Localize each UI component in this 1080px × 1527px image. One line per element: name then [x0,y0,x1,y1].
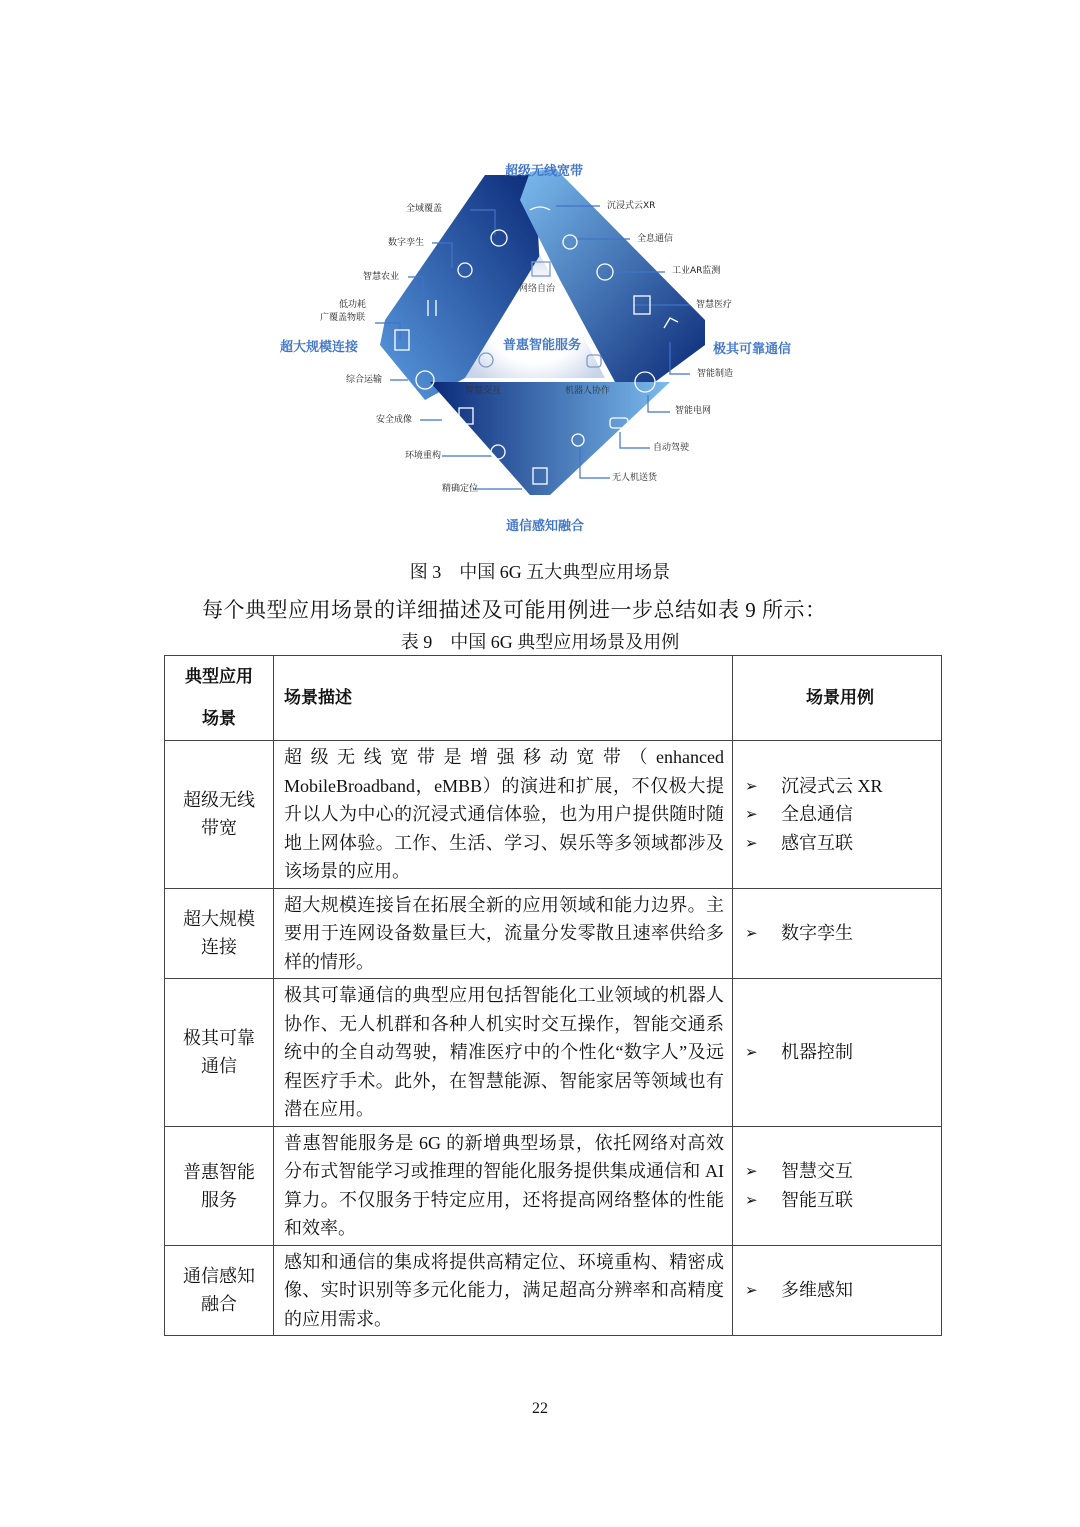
label-smart-interaction: 智慧交互 [465,386,502,396]
label-smart-manufacturing: 智能制造 [697,369,734,379]
label-low-power: 低功耗 [339,300,367,310]
table-row [165,1245,942,1336]
use-case-item: ➢ 沉浸式云 XR [745,772,935,801]
arrow-bullet-icon: ➢ [745,776,758,795]
label-global-coverage: 全域覆盖 [406,204,443,214]
description-cell: 极其可靠通信的典型应用包括智能化工业领域的机器人协作、无人机群和各种人机实时交互操作，智能交通系统中的全自动驾驶，精准医疗中的个性化“数字人”及远程医疗手术。此外，在智慧能源、智能家居等领域也有潜在应用。 [274,979,733,1127]
label-industrial-ar: 工业AR监测 [672,266,721,276]
category-top: 超级无线宽带 [505,164,584,179]
scenarios-table [164,655,942,1336]
table-row [165,741,942,889]
label-precise-positioning: 精确定位 [442,484,479,494]
arrow-bullet-icon: ➢ [745,1190,758,1209]
use-case-item: ➢ 智能互联 [745,1186,935,1215]
arrow-bullet-icon: ➢ [745,1281,758,1299]
label-smart-grid: 智能电网 [675,406,712,416]
header-description: 场景描述 [274,656,733,741]
label-holographic-comm: 全息通信 [637,234,674,244]
table-row [165,888,942,979]
label-robot-collaboration: 机器人协作 [565,386,611,396]
label-network-autonomy: 网络自治 [519,284,556,294]
description-cell: 超级无线宽带是增强移动宽带（enhanced MobileBroadband，eMBB）的演进和扩展，不仅极大提升以人为中心的沉浸式通信体验，也为用户提供随时随地上网体验。工作、生活、学习、娱乐等多领域都涉及该场景的应用。 [274,741,733,889]
label-smart-healthcare: 智慧医疗 [696,300,733,310]
category-left: 超大规模连接 [280,340,359,355]
use-cases-cell [733,1126,942,1245]
scenario-cell: 普惠智能 服务 [165,1126,274,1245]
description-cell: 感知和通信的集成将提供高精定位、环境重构、精密成像、实时识别等多元化能力，满足超高分辨率和高精度的应用需求。 [274,1245,733,1336]
scenario-cell: 超级无线 带宽 [165,741,274,889]
scenario-cell: 通信感知 融合 [165,1245,274,1336]
scenario-cell: 超大规模 连接 [165,888,274,979]
use-case-item: ➢ 全息通信 [745,800,935,829]
category-right: 极其可靠通信 [713,342,792,357]
table-row [165,1126,942,1245]
label-smart-agriculture: 智慧农业 [363,272,400,282]
arrow-bullet-icon: ➢ [745,833,758,852]
arrow-bullet-icon: ➢ [745,1043,758,1061]
label-wide-coverage-iot: 广覆盖物联 [320,313,366,323]
table-row [165,979,942,1127]
scenario-cell: 极其可靠 通信 [165,979,274,1127]
use-case-item: ➢ 感官互联 [745,829,935,858]
label-drone-delivery: 无人机送货 [612,473,658,483]
label-immersive-xr: 沉浸式云XR [607,201,656,211]
category-bottom: 通信感知融合 [506,519,585,534]
header-scenario: 典型应用 场景 [165,656,274,741]
6g-scenarios-diagram [260,150,820,540]
use-case-item: ➢ 多维感知 [745,1276,935,1305]
label-environment-reconstruction: 环境重构 [405,451,442,461]
label-digital-twin: 数字孪生 [388,238,425,248]
label-autonomous-driving: 自动驾驶 [653,443,690,453]
description-cell: 超大规模连接旨在拓展全新的应用领域和能力边界。主要用于连网设备数量巨大，流量分发零散且速率供给多样的情形。 [274,888,733,979]
description-cell: 普惠智能服务是 6G 的新增典型场景，依托网络对高效分布式智能学习或推理的智能化服务提供集成通信和 AI 算力。不仅服务于特定应用，还将提高网络整体的性能和效率。 [274,1126,733,1245]
category-center: 普惠智能服务 [503,338,582,353]
label-integrated-transport: 综合运输 [346,375,383,385]
arrow-bullet-icon: ➢ [745,924,758,942]
use-cases-cell [733,741,942,889]
header-use-cases: 场景用例 [733,656,942,741]
arrow-bullet-icon: ➢ [745,805,758,823]
page-number: 22 [532,1400,548,1417]
use-cases-cell [733,1245,942,1336]
use-case-item: ➢ 智慧交互 [745,1157,935,1186]
table-caption: 表 9 中国 6G 典型应用场景及用例 [400,632,680,652]
arrow-bullet-icon: ➢ [745,1162,758,1180]
use-case-item: ➢ 机器控制 [745,1038,935,1067]
use-cases-cell [733,979,942,1127]
use-case-item: ➢ 数字孪生 [745,919,935,948]
figure-caption: 图 3 中国 6G 五大典型应用场景 [409,562,671,582]
body-paragraph: 每个典型应用场景的详细描述及可能用例进一步总结如表 9 所示： [202,598,827,622]
label-security-imaging: 安全成像 [376,415,413,425]
table-header-row [165,656,942,741]
use-cases-cell [733,888,942,979]
